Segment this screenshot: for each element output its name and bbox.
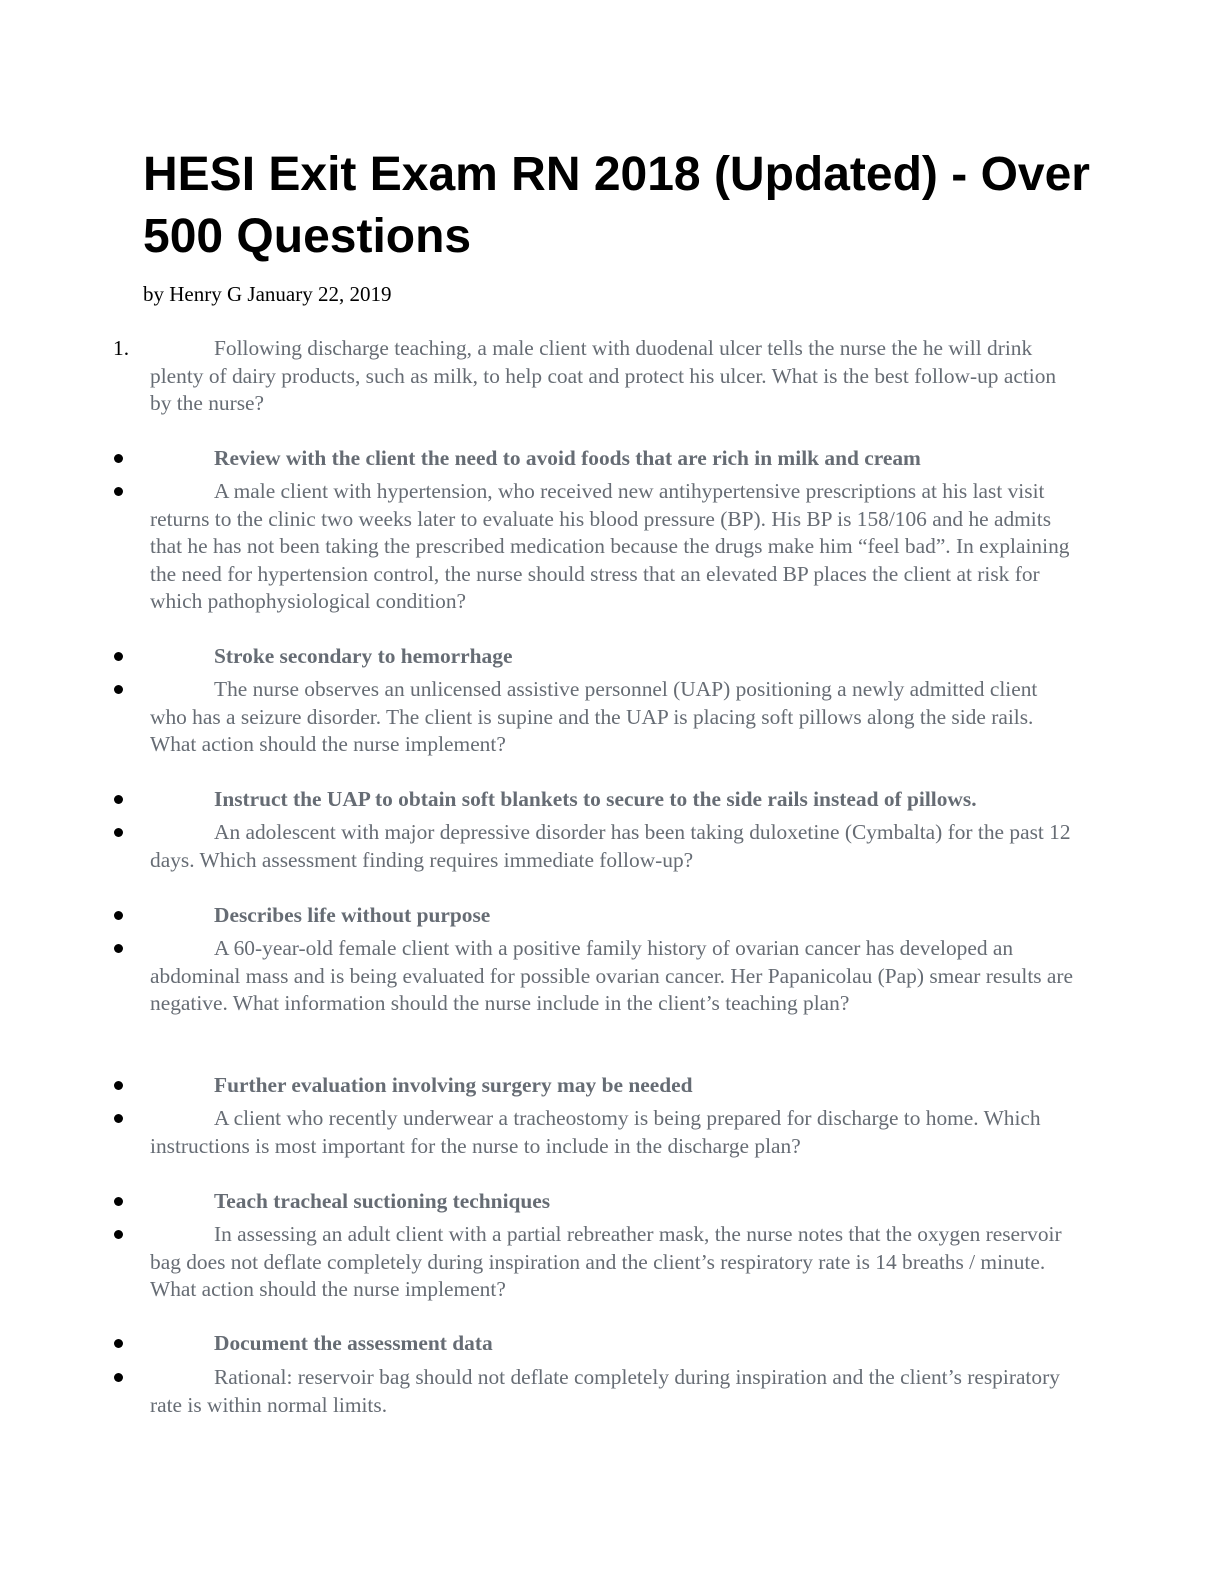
bullet-icon [114,685,123,694]
bullet-icon [114,911,123,920]
bullet-icon [114,652,123,661]
list-item-text: Instruct the UAP to obtain soft blankets to secure to the side rails instead of pillows. [214,787,977,811]
document-title: HESI Exit Exam RN 2018 (Updated) - Over 500 Questions [143,148,1090,263]
bullet-icon [114,795,123,804]
bullet-icon [114,1114,123,1123]
bullet-icon [114,1230,123,1239]
list-item-text: Describes life without purpose [214,903,491,927]
list-item-text: Document the assessment data [214,1331,493,1355]
list-number: 1. [113,336,130,360]
bullet-icon [114,1081,123,1090]
list-item-text: A male client with hypertension, who received new antihypertensive prescriptions at his last visit returns to the clinic two weeks later to evaluate his blood pressure (BP). His BP is 158/106 and he admits that he has not been taking the prescribed medication because the drugs make him “feel bad”. In explaining the need for hypertension control, the nurse should stress that an elevated BP places the client at risk for which pathophysiological condition? [150,479,1070,613]
bullet-icon [114,828,123,837]
list-item-text: Teach tracheal suctioning techniques [214,1189,551,1213]
list-item-text: Stroke secondary to hemorrhage [214,644,513,668]
bullet-icon [114,1373,123,1382]
bullet-icon [114,944,123,953]
list-item-text: Review with the client the need to avoid foods that are rich in milk and cream [214,446,921,470]
bullet-icon [114,454,123,463]
list-item-text: A client who recently underwear a tracheostomy is being prepared for discharge to home. Which instructions is most important for the nurse to include in the discharge plan? [150,1106,1041,1158]
byline: by Henry G January 22, 2019 [143,282,392,306]
bullet-icon [114,1339,123,1348]
list-item-text: The nurse observes an unlicensed assistive personnel (UAP) positioning a newly admitted client who has a seizure disorder. The client is supine and the UAP is placing soft pillows along the side rails. What action should the nurse implement? [150,677,1038,756]
list-item-text: An adolescent with major depressive disorder has been taking duloxetine (Cymbalta) for the past 12 days. Which assessment finding requires immediate follow-up? [150,820,1071,872]
list-item-text: Rational: reservoir bag should not deflate completely during inspiration and the client’s respiratory rate is within normal limits. [150,1365,1060,1417]
list-item-text: Further evaluation involving surgery may be needed [214,1073,693,1097]
list-item-text: In assessing an adult client with a partial rebreather mask, the nurse notes that the oxygen reservoir bag does not deflate completely during inspiration and the client’s respiratory rate is 14 breaths / minute. What action should the nurse implement? [150,1222,1062,1301]
list-item-text: A 60-year-old female client with a positive family history of ovarian cancer has developed an abdominal mass and is being evaluated for possible ovarian cancer. Her Papanicolau (Pap) smear results are negative. What information should the nurse include in the client’s teaching plan? [150,936,1074,1015]
bullet-icon [114,1197,123,1206]
bullet-icon [114,487,123,496]
list-item-text: Following discharge teaching, a male client with duodenal ulcer tells the nurse the he will drink plenty of dairy products, such as milk, to help coat and protect his ulcer. What is the best follow-up action by the nurse? [150,336,1057,415]
